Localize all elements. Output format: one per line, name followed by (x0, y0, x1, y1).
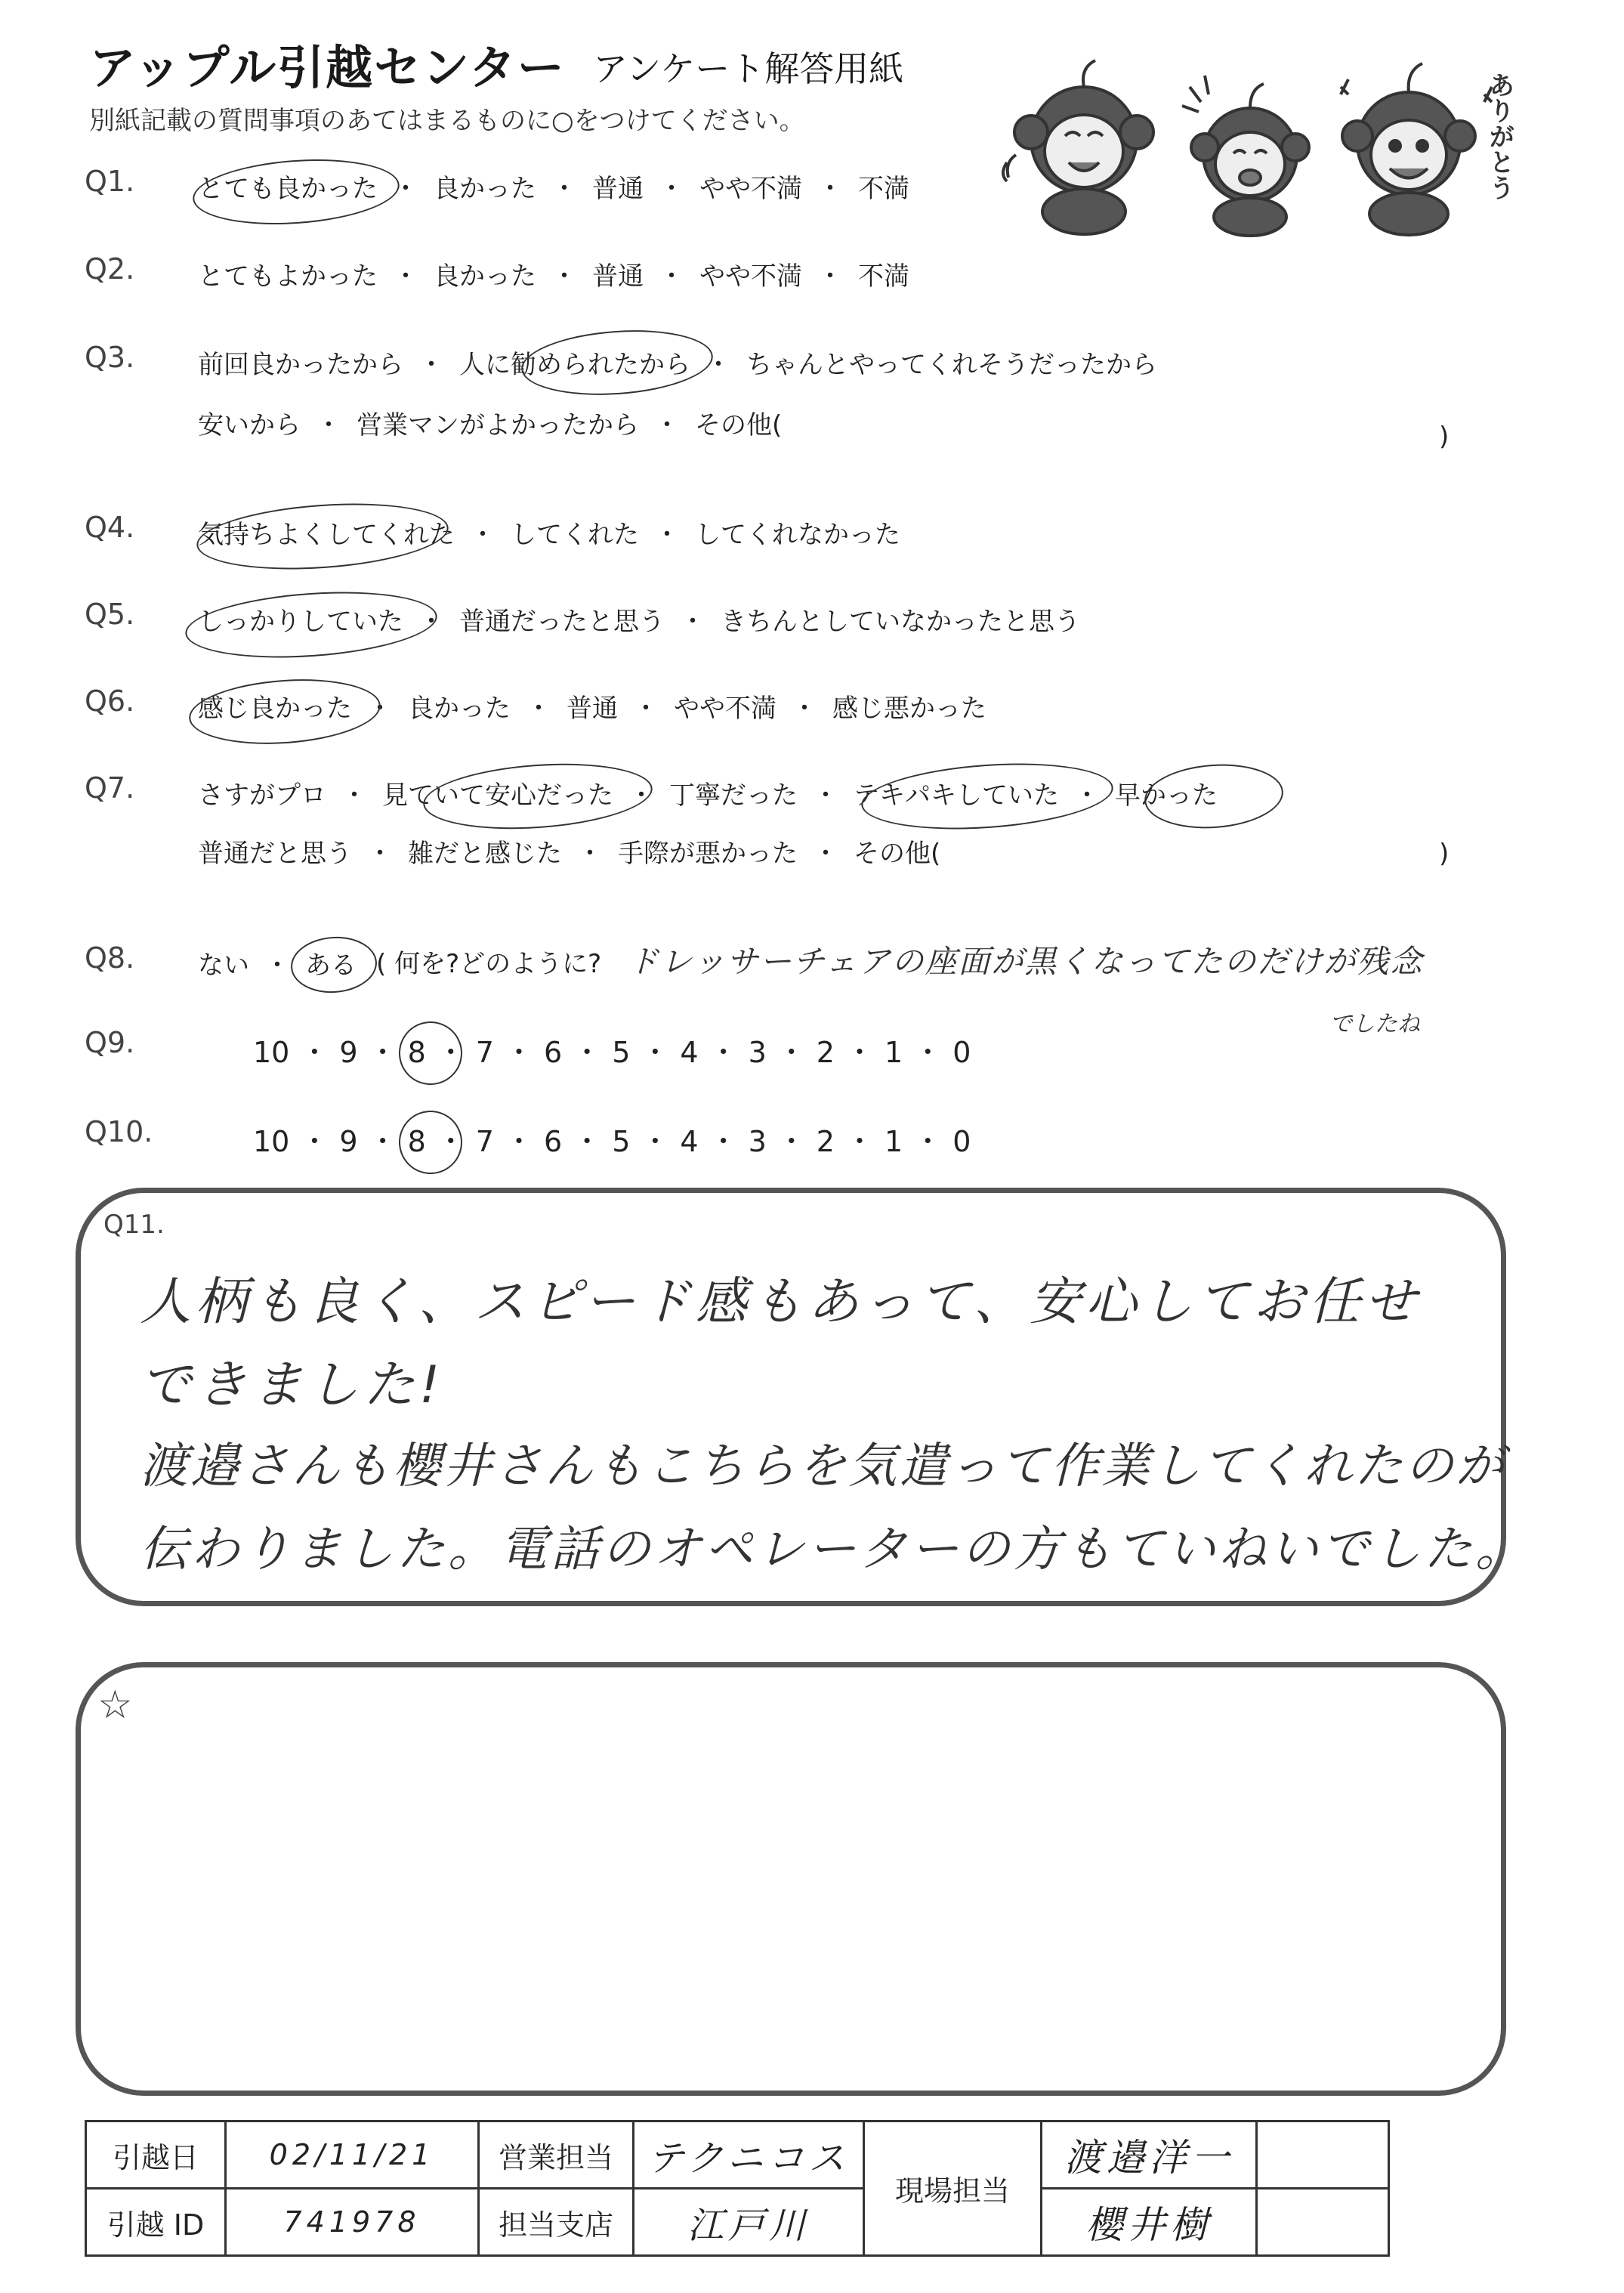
separator: ・ (316, 410, 341, 440)
question-label-q7: Q7. (85, 771, 135, 805)
answer-option-q9[interactable]: 4 (680, 1036, 699, 1069)
answer-option-q4[interactable]: してくれた (511, 520, 639, 550)
separator: ・ (792, 694, 817, 724)
question-options-q2-line-1 (198, 255, 909, 292)
answer-option-q9[interactable]: 2 (816, 1036, 835, 1069)
answer-option-q9[interactable]: 10 (253, 1036, 290, 1069)
separator: ・ (813, 839, 838, 869)
question-label-q2: Q2. (85, 252, 135, 286)
answer-option-q10[interactable]: 10 (253, 1125, 290, 1158)
sales-label: 営業担当 (479, 2121, 634, 2189)
other-close-paren-2: ) (1439, 839, 1450, 869)
answer-option-q10[interactable]: 4 (680, 1125, 699, 1158)
q1-selection-circle (190, 153, 401, 231)
staff-value-2: 櫻井樹 (1042, 2189, 1257, 2256)
answer-option-q1[interactable]: 良かった (434, 174, 536, 204)
answer-option-q8[interactable]: ある (305, 950, 357, 981)
separator: ・ (418, 607, 444, 637)
q3-selection-circle (519, 324, 715, 401)
answer-option-q10[interactable]: 1 (885, 1125, 903, 1158)
question-options-q3-line-2 (198, 404, 782, 441)
separator: ・ (577, 839, 603, 869)
question-label-q5: Q5. (85, 598, 135, 631)
separator: ・ (264, 950, 290, 981)
q11-comment-line-2: できました! (140, 1355, 445, 1415)
answer-option-q7[interactable]: 手際が悪かった (618, 839, 798, 869)
answer-option-q1[interactable]: 普通 (592, 174, 644, 204)
answer-option-q5[interactable]: 普通だったと思う (459, 607, 665, 637)
separator: ・ (913, 1036, 943, 1069)
separator: ・ (367, 694, 393, 724)
answer-option-q7[interactable]: 丁寧だった (669, 780, 798, 811)
separator: ・ (659, 174, 684, 204)
answer-option-q7[interactable]: 見ていて安心だった (382, 780, 613, 811)
answer-option-q2[interactable]: とてもよかった (198, 261, 378, 292)
answer-option-q3[interactable]: 人に勧められたから (459, 350, 690, 380)
separator: ・ (641, 1036, 670, 1069)
separator: ・ (393, 174, 418, 204)
answer-option-q10[interactable]: 9 (339, 1125, 358, 1158)
separator: ・ (367, 839, 393, 869)
answer-option-q10[interactable]: 2 (816, 1125, 835, 1158)
separator: ・ (573, 1036, 602, 1069)
thanks-text: ありがとう (1484, 72, 1514, 200)
answer-option-q1[interactable]: とても良かった (198, 174, 378, 204)
separator: ・ (705, 350, 731, 380)
answer-option-q7[interactable]: テキパキしていた (854, 780, 1059, 811)
star-icon: ☆ (97, 1683, 133, 1728)
separator: ・ (526, 694, 551, 724)
form-title: アップル引越センター (89, 40, 566, 95)
answer-option-q6[interactable]: 良かった (408, 694, 511, 724)
separator: ・ (504, 1036, 533, 1069)
q11-comment-box (76, 1188, 1527, 1606)
answer-option-q9[interactable]: 7 (475, 1036, 494, 1069)
monkey-1-icon (1003, 60, 1153, 234)
answer-option-q8[interactable]: ない (198, 950, 249, 981)
question-label-q9: Q9. (85, 1026, 135, 1059)
question-label-q10: Q10. (85, 1115, 153, 1148)
answer-option-q1[interactable]: 不満 (858, 174, 909, 204)
separator: ・ (551, 174, 577, 204)
separator: ・ (368, 1036, 397, 1069)
answer-option-q10[interactable]: 8 (407, 1125, 426, 1158)
separator: ・ (436, 1125, 465, 1158)
q6-selection-circle (187, 673, 382, 750)
separator: ・ (659, 261, 684, 292)
answer-option-q6[interactable]: 感じ悪かった (832, 694, 986, 724)
separator: ・ (300, 1036, 329, 1069)
answer-option-q7[interactable]: その他( (854, 839, 941, 869)
question-label-q4: Q4. (85, 511, 135, 544)
move-date-value: 02/11/21 (226, 2121, 479, 2189)
answer-option-q3[interactable]: その他( (695, 410, 783, 440)
question-label-q1: Q1. (85, 165, 135, 198)
answer-option-q7[interactable]: さすがプロ (198, 780, 326, 811)
answer-option-q7[interactable]: 早かった (1115, 780, 1218, 811)
separator: ・ (573, 1125, 602, 1158)
monkey-2-icon (1182, 76, 1309, 236)
separator: ・ (654, 410, 680, 440)
answer-option-q5[interactable]: しっかりしていた (198, 607, 403, 637)
move-id-label: 引越 ID (86, 2189, 226, 2256)
answer-option-q10[interactable]: 6 (543, 1125, 563, 1158)
q11-label: Q11. (103, 1210, 165, 1240)
form-subtitle: アンケート解答用紙 (593, 48, 904, 89)
separator: ・ (776, 1036, 806, 1069)
answer-option-q10[interactable]: 0 (952, 1125, 971, 1158)
answer-option-q9[interactable]: 9 (339, 1036, 358, 1069)
answer-option-q4[interactable]: してくれなかった (695, 520, 900, 550)
monkey-3-icon (1341, 63, 1492, 235)
answer-option-q7[interactable]: 普通だと思う (198, 839, 352, 869)
q7-selection-circle-2 (859, 756, 1115, 836)
answer-option-q10[interactable]: 5 (612, 1125, 631, 1158)
separator: ・ (844, 1125, 874, 1158)
separator: ・ (470, 520, 496, 550)
separator: ・ (633, 694, 659, 724)
separator: ・ (628, 780, 654, 811)
move-date-label: 引越日 (86, 2121, 226, 2189)
sales-value: テクニコス (634, 2121, 864, 2189)
answer-option-q3[interactable]: 営業マンがよかったから (357, 410, 639, 440)
q11-comment-line-1: 人柄も良く、スピード感もあって、安心してお任せ (140, 1272, 1421, 1332)
separator: ・ (817, 174, 843, 204)
question-options-q10-line-1 (253, 1118, 971, 1160)
q11-comment-line-4: 伝わりました。電話のオペレーターの方もていねいでした。 (140, 1522, 1527, 1578)
separator: ・ (680, 607, 705, 637)
separator: ・ (341, 780, 367, 811)
monkey-mascots-illustration (1001, 42, 1530, 238)
q11-comment-line-3: 渡邉さんも櫻井さんもこちらを気遣って作業してくれたのが (140, 1439, 1506, 1494)
question-label-q3: Q3. (85, 341, 135, 374)
answer-option-q6[interactable]: 普通 (567, 694, 618, 724)
separator: ・ (393, 261, 418, 292)
answer-option-q9[interactable]: 5 (612, 1036, 631, 1069)
answer-option-q10[interactable]: 3 (748, 1125, 767, 1158)
q5-selection-circle (183, 584, 439, 665)
separator: ・ (776, 1125, 806, 1158)
answer-option-q3[interactable]: 前回良かったから (198, 350, 403, 380)
answer-option-q9[interactable]: 1 (885, 1036, 903, 1069)
branch-value: 江戸川 (634, 2189, 864, 2256)
staff-value-1: 渡邉洋一 (1042, 2121, 1257, 2189)
instruction-text: 別紙記載の質問事項のあてはまるものに○をつけてください。 (89, 106, 805, 136)
q7-selection-circle-1 (421, 756, 654, 836)
question-options-q9-line-1 (253, 1029, 971, 1071)
staff-label: 現場担当 (864, 2121, 1042, 2256)
separator: ・ (368, 1125, 397, 1158)
answer-option-q5[interactable]: きちんとしていなかったと思う (721, 607, 1080, 637)
answer-option-q9[interactable]: 0 (952, 1036, 971, 1069)
answer-option-q2[interactable]: 普通 (592, 261, 644, 292)
separator: ・ (551, 261, 577, 292)
answer-option-q2[interactable]: やや不満 (699, 261, 802, 292)
separator: ・ (300, 1125, 329, 1158)
question-label-q6: Q6. (85, 685, 135, 718)
separator: ・ (1074, 780, 1100, 811)
answer-option-q10[interactable]: 7 (475, 1125, 494, 1158)
answer-option-q4[interactable]: 気持ちよくしてくれた (198, 520, 455, 550)
separator: ・ (418, 350, 444, 380)
answer-option-q6[interactable]: やや不満 (674, 694, 776, 724)
move-id-value: 741978 (226, 2189, 479, 2256)
separator: ・ (641, 1125, 670, 1158)
answer-option-q3[interactable]: 安いから (198, 410, 301, 440)
separator: ・ (504, 1125, 533, 1158)
q8-selection-circle (289, 934, 379, 996)
answer-option-q9[interactable]: 3 (748, 1036, 767, 1069)
q4-selection-circle (194, 496, 450, 576)
separator: ・ (709, 1125, 738, 1158)
separator: ・ (813, 780, 838, 811)
q8-prompt: ( 何を?どのように? (376, 949, 602, 979)
separator: ・ (817, 261, 843, 292)
answer-option-q6[interactable]: 感じ良かった (198, 694, 352, 724)
footer-info-table (85, 2120, 1390, 2257)
question-options-q7-line-2 (198, 833, 940, 870)
separator: ・ (844, 1036, 874, 1069)
separator: ・ (913, 1125, 943, 1158)
q7-selection-circle-3 (1142, 760, 1285, 833)
answer-option-q9[interactable]: 8 (407, 1036, 426, 1069)
answer-option-q2[interactable]: 不満 (858, 261, 909, 292)
star-comment-box (76, 1662, 1506, 2096)
question-label-q8: Q8. (85, 941, 135, 975)
answer-option-q2[interactable]: 良かった (434, 261, 536, 292)
q8-handwritten-answer-cont: でしたね (1329, 1011, 1420, 1037)
separator: ・ (436, 1036, 465, 1069)
other-close-paren-1: ) (1439, 422, 1450, 452)
staff-extra-cell-1 (1257, 2121, 1389, 2189)
answer-option-q3[interactable]: ちゃんとやってくれそうだったから (746, 350, 1157, 380)
separator: ・ (709, 1036, 738, 1069)
staff-extra-cell-2 (1257, 2189, 1389, 2256)
q8-handwritten-answer: ドレッサーチェアの座面が黒くなってたのだけが残念 (627, 943, 1424, 980)
answer-option-q9[interactable]: 6 (543, 1036, 563, 1069)
answer-option-q1[interactable]: やや不満 (699, 174, 802, 204)
separator: ・ (654, 520, 680, 550)
branch-label: 担当支店 (479, 2189, 634, 2256)
answer-option-q7[interactable]: 雑だと感じた (408, 839, 562, 869)
